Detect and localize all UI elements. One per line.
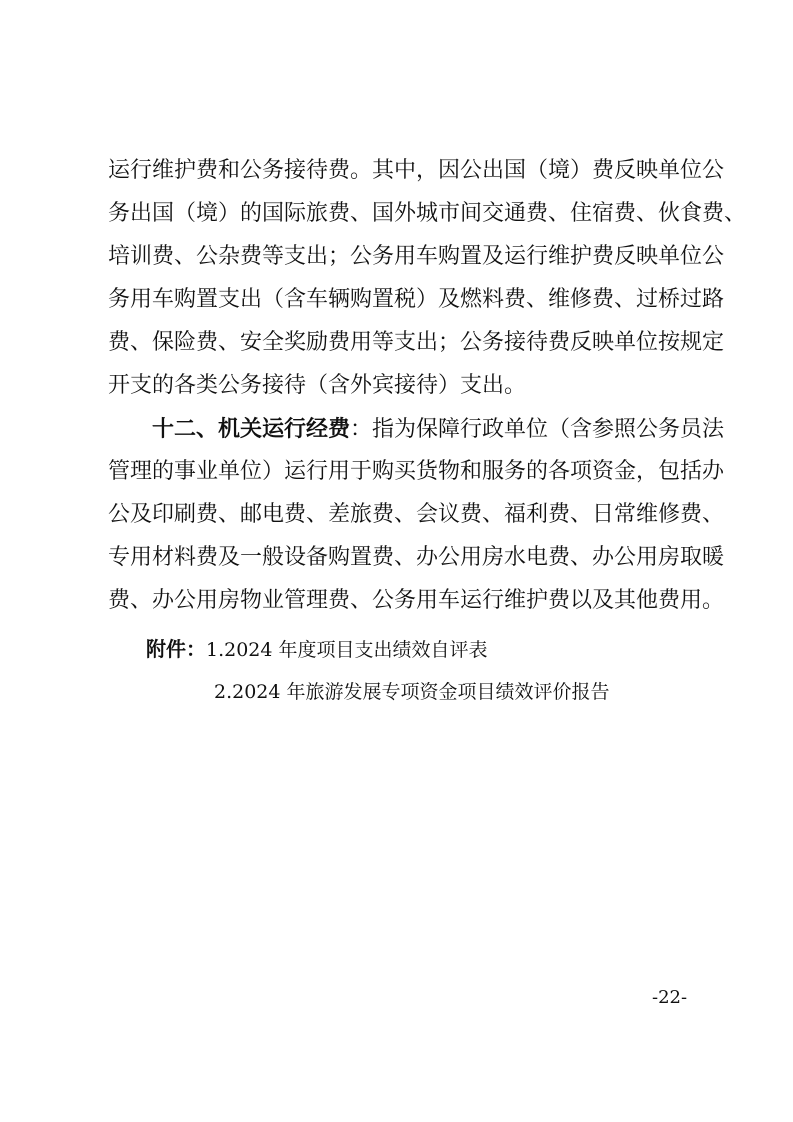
page-number: -22- <box>652 987 688 1008</box>
body-line: 专用材料费及一般设备购置费、办公用房水电费、办公用房取暖 <box>108 545 725 570</box>
attachment-item: 1.2024 年度项目支出绩效自评表 <box>206 639 488 661</box>
body-line: 开支的各类公务接待（含外宾接待）支出。 <box>108 373 527 398</box>
section-12-text: ：指为保障行政单位（含参照公务员法 <box>350 417 725 442</box>
attachment-line <box>146 636 488 663</box>
body-line: 管理的事业单位）运行用于购买货物和服务的各项资金，包括办 <box>108 459 725 484</box>
attachment-item: 2.2024 年旅游发展专项资金项目绩效评价报告 <box>214 681 610 703</box>
body-line: 费、办公用房物业管理费、公务用车运行维护费以及其他费用。 <box>108 588 725 613</box>
attachment-label: 附件： <box>146 637 206 661</box>
section-12-heading: 十二、机关运行经费 <box>152 416 351 442</box>
body-line: 培训费、公杂费等支出；公务用车购置及运行维护费反映单位公 <box>108 244 725 269</box>
body-line: 务用车购置支出（含车辆购置税）及燃料费、维修费、过桥过路 <box>108 287 725 312</box>
body-line: 务出国（境）的国际旅费、国外城市间交通费、住宿费、伙食费、 <box>108 201 747 226</box>
body-line: 运行维护费和公务接待费。其中，因公出国（境）费反映单位公 <box>108 158 725 183</box>
section-12-first-line <box>152 415 725 444</box>
body-line: 费、保险费、安全奖励费用等支出；公务接待费反映单位按规定 <box>108 330 725 355</box>
body-line: 公及印刷费、邮电费、差旅费、会议费、福利费、日常维修费、 <box>108 502 725 527</box>
